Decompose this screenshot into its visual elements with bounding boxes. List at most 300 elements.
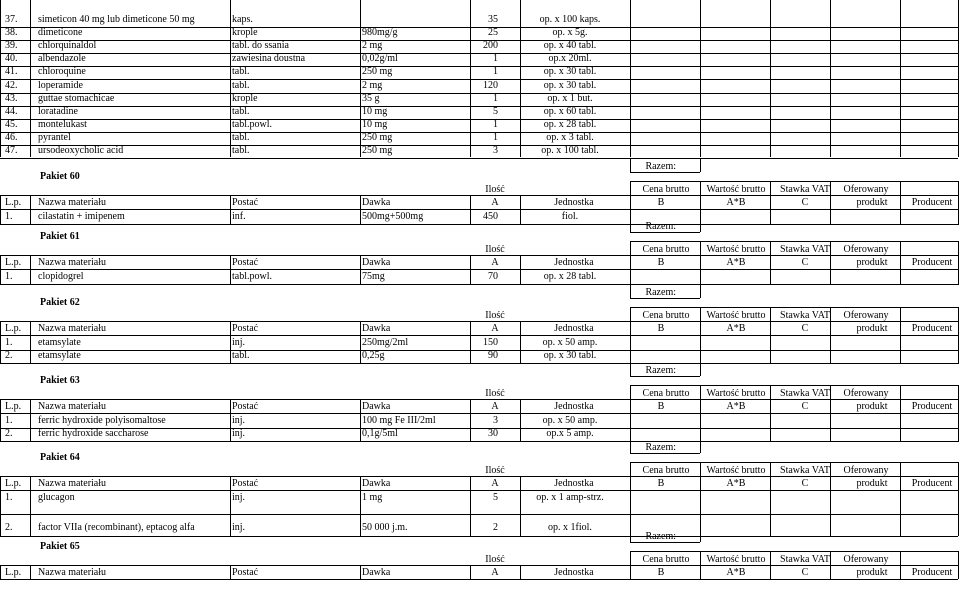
header-name: Nazwa materiału xyxy=(38,478,107,489)
row-form: inj. xyxy=(232,337,246,348)
row-qty: 1 xyxy=(493,118,498,130)
header-vat-c: C xyxy=(801,567,809,578)
row-name: ursodeoxycholic acid xyxy=(38,145,124,156)
header-form: Postać xyxy=(232,323,259,334)
header-qty-a: A xyxy=(491,197,499,208)
header-border xyxy=(0,255,958,256)
row-form: tabl. xyxy=(232,131,250,143)
row-form: tabl.powl. xyxy=(232,118,272,130)
grid-col xyxy=(230,0,231,157)
header-top-border xyxy=(630,307,958,308)
grid-col xyxy=(770,476,771,536)
row-unit: op. x 28 tabl. xyxy=(543,271,597,282)
grid-col xyxy=(230,195,231,225)
razem-label: Razem: xyxy=(645,531,676,542)
header-offered-top: Oferowany xyxy=(843,465,889,476)
grid-col xyxy=(0,195,1,225)
razem-right xyxy=(700,219,701,232)
header-name: Nazwa materiału xyxy=(38,323,107,334)
grid-col xyxy=(520,399,521,442)
row-lp: 1. xyxy=(5,211,13,222)
row-name: albendazole xyxy=(38,53,86,65)
row-dose: 10 mg xyxy=(362,118,388,130)
grid-col xyxy=(700,565,701,579)
grid-col xyxy=(230,321,231,364)
header-qty-top: Ilość xyxy=(485,244,505,255)
row-form: tabl. xyxy=(232,145,250,156)
header-qty-top: Ilość xyxy=(485,184,505,195)
header-vat-top: Stawka VAT xyxy=(780,310,830,321)
header-price-top: Cena brutto xyxy=(642,388,690,399)
header-producer: Producent xyxy=(911,257,953,268)
grid-col xyxy=(770,0,771,157)
grid-col xyxy=(700,241,701,255)
header-qty-a: A xyxy=(491,401,499,412)
grid-col xyxy=(30,255,31,285)
razem-label: Razem: xyxy=(645,161,676,172)
row-lp: 2. xyxy=(5,350,13,361)
row-qty: 450 xyxy=(483,211,498,222)
row-unit: op. x 3 tabl. xyxy=(546,131,594,143)
row-lp: 41. xyxy=(5,66,18,78)
razem-label: Razem: xyxy=(645,221,676,232)
row-border xyxy=(0,158,958,159)
header-value-ab: A*B xyxy=(726,401,746,412)
row-qty: 120 xyxy=(483,79,498,91)
razem-border xyxy=(630,542,700,543)
grid-col xyxy=(630,551,631,565)
row-qty: 2 xyxy=(493,522,498,533)
header-dose: Dawka xyxy=(362,323,391,334)
grid-col xyxy=(30,0,31,157)
row-border xyxy=(0,363,958,364)
grid-col xyxy=(770,195,771,225)
row-form: tabl. xyxy=(232,79,250,91)
header-unit: Jednostka xyxy=(554,401,594,412)
header-dose: Dawka xyxy=(362,257,391,268)
header-vat-c: C xyxy=(801,323,809,334)
header-lp: L.p. xyxy=(5,197,22,208)
header-unit: Jednostka xyxy=(554,478,594,489)
row-qty: 1 xyxy=(493,53,498,65)
header-offered-top: Oferowany xyxy=(843,388,889,399)
grid-col xyxy=(770,399,771,442)
header-vat-c: C xyxy=(801,197,809,208)
grid-col xyxy=(700,399,701,442)
row-unit: op. x 1 but. xyxy=(547,92,593,104)
razem-left xyxy=(630,285,631,298)
grid-col xyxy=(900,565,901,579)
row-form: inj. xyxy=(232,415,246,426)
row-lp: 46. xyxy=(5,131,18,143)
row-form: tabl. xyxy=(232,66,250,78)
razem-label: Razem: xyxy=(645,365,676,376)
header-offered-bottom: produkt xyxy=(856,567,888,578)
row-unit: op. x 28 tabl. xyxy=(543,118,597,130)
row-unit: op.x 20ml. xyxy=(548,53,592,65)
header-vat-top: Stawka VAT xyxy=(780,554,830,565)
header-top-border xyxy=(630,551,958,552)
package-title: Pakiet 64 xyxy=(40,452,80,463)
row-unit: op. x 30 tabl. xyxy=(543,66,597,78)
row-dose: 2 mg xyxy=(362,40,383,52)
row-unit: op. x 60 tabl. xyxy=(543,105,597,117)
header-value-top: Wartość brutto xyxy=(706,184,766,195)
row-lp: 40. xyxy=(5,53,18,65)
header-border xyxy=(0,413,958,414)
package-title: Pakiet 61 xyxy=(40,231,80,242)
header-vat-top: Stawka VAT xyxy=(780,244,830,255)
razem-border xyxy=(630,232,700,233)
header-value-top: Wartość brutto xyxy=(706,388,766,399)
header-value-top: Wartość brutto xyxy=(706,310,766,321)
grid-col xyxy=(900,181,901,195)
grid-col xyxy=(360,399,361,442)
header-vat-top: Stawka VAT xyxy=(780,388,830,399)
row-dose: 0,02g/ml xyxy=(362,53,398,65)
grid-col xyxy=(770,181,771,195)
row-name: montelukast xyxy=(38,118,87,130)
grid-col xyxy=(900,0,901,157)
razem-left xyxy=(630,219,631,232)
row-lp: 38. xyxy=(5,27,18,39)
grid-col xyxy=(0,0,1,157)
row-unit: op.x 5 amp. xyxy=(546,428,594,439)
grid-col xyxy=(900,321,901,364)
header-offered-top: Oferowany xyxy=(843,184,889,195)
row-unit: fiol. xyxy=(561,211,579,222)
header-vat-c: C xyxy=(801,257,809,268)
razem-right xyxy=(700,285,701,298)
row-name: chlorquinaldol xyxy=(38,40,97,52)
grid-col xyxy=(830,0,831,157)
header-border xyxy=(0,195,958,196)
grid-col xyxy=(830,565,831,579)
razem-border xyxy=(630,172,700,173)
row-form: inj. xyxy=(232,428,246,439)
row-dose: 2 mg xyxy=(362,79,383,91)
row-dose: 0,1g/5ml xyxy=(362,428,398,439)
header-border xyxy=(0,579,958,580)
header-offered-bottom: produkt xyxy=(856,197,888,208)
razem-right xyxy=(700,159,701,172)
header-unit: Jednostka xyxy=(554,257,594,268)
grid-col xyxy=(520,321,521,364)
package-title: Pakiet 60 xyxy=(40,171,80,182)
grid-col xyxy=(830,307,831,321)
row-dose: 250 mg xyxy=(362,145,393,156)
grid-col xyxy=(230,255,231,285)
row-dose: 75mg xyxy=(362,271,385,282)
row-qty: 1 xyxy=(493,66,498,78)
header-unit: Jednostka xyxy=(554,197,594,208)
razem-border xyxy=(630,298,700,299)
header-price-top: Cena brutto xyxy=(642,244,690,255)
grid-col xyxy=(700,181,701,195)
row-form: krople xyxy=(232,27,258,39)
grid-col xyxy=(700,321,701,364)
grid-col xyxy=(30,195,31,225)
header-producer: Producent xyxy=(911,567,953,578)
package-title: Pakiet 63 xyxy=(40,375,80,386)
row-qty: 3 xyxy=(493,415,498,426)
header-form: Postać xyxy=(232,257,259,268)
header-value-ab: A*B xyxy=(726,197,746,208)
row-lp: 47. xyxy=(5,145,18,156)
header-producer: Producent xyxy=(911,197,953,208)
header-border xyxy=(0,321,958,322)
header-border xyxy=(0,335,958,336)
header-vat-top: Stawka VAT xyxy=(780,184,830,195)
row-qty: 5 xyxy=(493,492,498,503)
row-dose: 980mg/g xyxy=(362,27,398,39)
row-name: loperamide xyxy=(38,79,83,91)
header-lp: L.p. xyxy=(5,257,22,268)
row-qty: 150 xyxy=(483,337,498,348)
header-border xyxy=(0,399,958,400)
row-dose: 35 g xyxy=(362,92,380,104)
header-dose: Dawka xyxy=(362,197,391,208)
grid-col xyxy=(770,321,771,364)
grid-col xyxy=(360,255,361,285)
row-lp: 1. xyxy=(5,492,13,503)
header-price-b: B xyxy=(657,323,665,334)
razem-border xyxy=(630,453,700,454)
grid-col xyxy=(770,255,771,285)
package-title: Pakiet 62 xyxy=(40,297,80,308)
row-border xyxy=(0,284,958,285)
grid-col xyxy=(830,551,831,565)
header-producer: Producent xyxy=(911,478,953,489)
header-qty-top: Ilość xyxy=(485,554,505,565)
row-unit: op. x 30 tabl. xyxy=(543,350,597,361)
header-lp: L.p. xyxy=(5,323,22,334)
row-name: etamsylate xyxy=(38,350,81,361)
row-name: pyrantel xyxy=(38,131,71,143)
grid-col xyxy=(360,476,361,536)
grid-col xyxy=(830,181,831,195)
grid-col xyxy=(830,241,831,255)
razem-right xyxy=(700,440,701,453)
row-qty: 1 xyxy=(493,131,498,143)
razem-label: Razem: xyxy=(645,287,676,298)
header-lp: L.p. xyxy=(5,478,22,489)
grid-col xyxy=(470,0,471,157)
header-unit: Jednostka xyxy=(554,567,594,578)
header-value-ab: A*B xyxy=(726,257,746,268)
row-qty: 35 xyxy=(488,14,498,25)
package-title: Pakiet 65 xyxy=(40,541,80,552)
header-unit: Jednostka xyxy=(554,323,594,334)
header-offered-top: Oferowany xyxy=(843,310,889,321)
row-form: tabl. xyxy=(232,350,250,361)
header-form: Postać xyxy=(232,197,259,208)
header-top-border xyxy=(630,241,958,242)
header-price-top: Cena brutto xyxy=(642,554,690,565)
grid-col xyxy=(830,195,831,225)
header-dose: Dawka xyxy=(362,567,391,578)
row-name: chloroquine xyxy=(38,66,86,78)
razem-left xyxy=(630,529,631,542)
grid-col xyxy=(770,565,771,579)
grid-col xyxy=(520,565,521,579)
header-border xyxy=(0,490,958,491)
row-form: zawiesina doustna xyxy=(232,53,306,65)
grid-col xyxy=(700,307,701,321)
row-lp: 42. xyxy=(5,79,18,91)
header-qty-a: A xyxy=(491,323,499,334)
row-form: tabl.powl. xyxy=(232,271,272,282)
grid-col xyxy=(830,321,831,364)
razem-left xyxy=(630,159,631,172)
header-form: Postać xyxy=(232,478,259,489)
header-value-ab: A*B xyxy=(726,567,746,578)
header-price-b: B xyxy=(657,478,665,489)
grid-col xyxy=(770,462,771,476)
header-value-ab: A*B xyxy=(726,478,746,489)
header-top-border xyxy=(630,181,958,182)
grid-col xyxy=(0,476,1,536)
row-qty: 3 xyxy=(493,145,498,156)
grid-col xyxy=(630,241,631,255)
header-price-b: B xyxy=(657,401,665,412)
grid-col xyxy=(700,385,701,399)
header-dose: Dawka xyxy=(362,478,391,489)
grid-col xyxy=(770,385,771,399)
razem-right xyxy=(700,529,701,542)
row-form: kaps. xyxy=(232,14,253,25)
grid-col xyxy=(700,0,701,157)
grid-col xyxy=(360,565,361,579)
grid-col xyxy=(900,307,901,321)
row-unit: op. x 50 amp. xyxy=(542,337,598,348)
header-border xyxy=(0,476,958,477)
row-qty: 25 xyxy=(488,27,498,39)
grid-col xyxy=(900,462,901,476)
row-lp: 2. xyxy=(5,428,13,439)
grid-col xyxy=(30,321,31,364)
header-top-border xyxy=(630,385,958,386)
row-lp: 44. xyxy=(5,105,18,117)
row-form: inf. xyxy=(232,211,246,222)
header-dose: Dawka xyxy=(362,401,391,412)
row-name: glucagon xyxy=(38,492,75,503)
row-qty: 90 xyxy=(488,350,498,361)
grid-col xyxy=(470,399,471,442)
grid-col xyxy=(830,399,831,442)
row-form: tabl. xyxy=(232,105,250,117)
header-name: Nazwa materiału xyxy=(38,257,107,268)
grid-col xyxy=(900,255,901,285)
row-border xyxy=(0,536,958,537)
header-vat-top: Stawka VAT xyxy=(780,465,830,476)
header-qty-top: Ilość xyxy=(485,388,505,399)
header-lp: L.p. xyxy=(5,401,22,412)
header-top-border xyxy=(630,462,958,463)
header-offered-top: Oferowany xyxy=(843,554,889,565)
grid-col xyxy=(900,241,901,255)
grid-col xyxy=(470,195,471,225)
grid-col xyxy=(630,181,631,195)
row-name: ferric hydroxide saccharose xyxy=(38,428,149,439)
grid-col xyxy=(770,241,771,255)
header-price-b: B xyxy=(657,197,665,208)
row-form: tabl. do ssania xyxy=(232,40,289,52)
header-value-ab: A*B xyxy=(726,323,746,334)
grid-col xyxy=(630,385,631,399)
header-name: Nazwa materiału xyxy=(38,567,107,578)
grid-col xyxy=(0,321,1,364)
row-qty: 1 xyxy=(493,92,498,104)
row-qty: 5 xyxy=(493,105,498,117)
grid-col xyxy=(830,476,831,536)
header-value-top: Wartość brutto xyxy=(706,244,766,255)
header-name: Nazwa materiału xyxy=(38,197,107,208)
row-qty: 30 xyxy=(488,428,498,439)
row-qty: 200 xyxy=(483,40,498,52)
grid-col xyxy=(830,385,831,399)
grid-col xyxy=(630,255,631,285)
header-qty-a: A xyxy=(491,257,499,268)
header-price-b: B xyxy=(657,257,665,268)
row-dose: 250mg/2ml xyxy=(362,337,409,348)
grid-col xyxy=(900,551,901,565)
grid-col xyxy=(470,255,471,285)
header-border xyxy=(0,565,958,566)
row-border xyxy=(0,224,958,225)
row-form: inj. xyxy=(232,492,246,503)
grid-col xyxy=(830,255,831,285)
row-lp: 39. xyxy=(5,40,18,52)
row-dose: 10 mg xyxy=(362,105,388,117)
grid-col xyxy=(520,476,521,536)
header-price-top: Cena brutto xyxy=(642,465,690,476)
row-lp: 1. xyxy=(5,415,13,426)
row-border xyxy=(0,514,958,515)
grid-col xyxy=(900,399,901,442)
grid-col xyxy=(470,565,471,579)
grid-col xyxy=(830,462,831,476)
row-dose: 500mg+500mg xyxy=(362,211,424,222)
header-vat-c: C xyxy=(801,401,809,412)
header-qty-top: Ilość xyxy=(485,310,505,321)
row-qty: 70 xyxy=(488,271,498,282)
grid-col xyxy=(360,321,361,364)
header-name: Nazwa materiału xyxy=(38,401,107,412)
row-name: etamsylate xyxy=(38,337,81,348)
row-unit: op. x 100 kaps. xyxy=(539,14,601,25)
row-dose: 100 mg Fe III/2ml xyxy=(362,415,436,426)
row-dose: 50 000 j.m. xyxy=(362,522,408,533)
row-name: clopidogrel xyxy=(38,271,84,282)
grid-col xyxy=(700,462,701,476)
row-name: guttae stomachicae xyxy=(38,92,115,104)
header-price-b: B xyxy=(657,567,665,578)
grid-col xyxy=(520,255,521,285)
grid-col xyxy=(770,551,771,565)
row-unit: op. x 1fiol. xyxy=(548,522,592,533)
grid-col xyxy=(700,255,701,285)
row-lp: 1. xyxy=(5,271,13,282)
row-form: inj. xyxy=(232,522,246,533)
header-producer: Producent xyxy=(911,401,953,412)
grid-col xyxy=(630,307,631,321)
header-border xyxy=(0,209,958,210)
row-unit: op. x 100 tabl. xyxy=(541,145,599,156)
header-qty-a: A xyxy=(491,567,499,578)
header-offered-bottom: produkt xyxy=(856,401,888,412)
grid-col xyxy=(700,551,701,565)
